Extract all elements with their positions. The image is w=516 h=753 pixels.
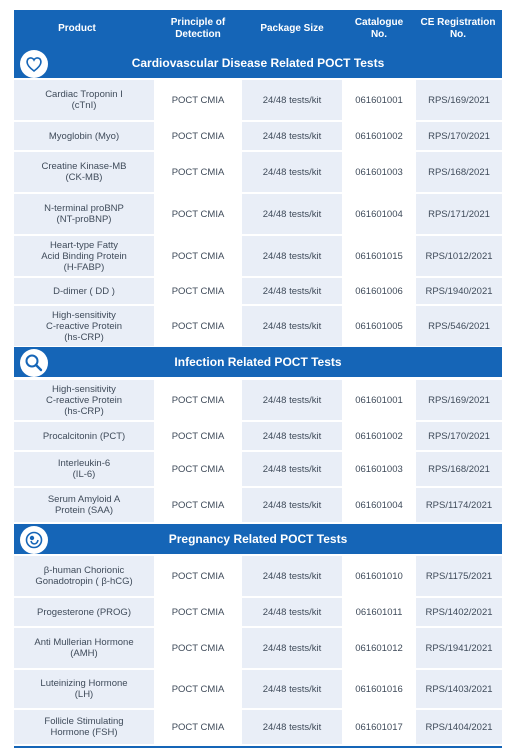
- pregnancy-icon: [20, 526, 48, 554]
- detection-principle: POCT CMIA: [155, 422, 241, 450]
- table-row: [14, 236, 502, 276]
- package-size: 24/48 tests/kit: [242, 452, 342, 486]
- catalogue-no: 061601002: [343, 122, 415, 150]
- table-row: [14, 710, 502, 744]
- table-row: [14, 306, 502, 346]
- package-size: 24/48 tests/kit: [242, 80, 342, 120]
- table-row: [14, 488, 502, 522]
- product-name: Follicle Stimulating Hormone (FSH): [14, 710, 154, 744]
- table-row: [14, 598, 502, 626]
- ce-registration-no: RPS/169/2021: [416, 380, 502, 420]
- ce-registration-no: RPS/1941/2021: [416, 628, 502, 668]
- section-title: Pregnancy Related POCT Tests: [168, 532, 348, 546]
- package-size: 24/48 tests/kit: [242, 670, 342, 708]
- catalogue-no: 061601004: [343, 194, 415, 234]
- ce-registration-no: RPS/170/2021: [416, 122, 502, 150]
- package-size: 24/48 tests/kit: [242, 380, 342, 420]
- table-row: [14, 452, 502, 486]
- package-size: 24/48 tests/kit: [242, 628, 342, 668]
- package-size: 24/48 tests/kit: [242, 710, 342, 744]
- package-size: 24/48 tests/kit: [242, 598, 342, 626]
- catalogue-no: 061601011: [343, 598, 415, 626]
- ce-registration-no: RPS/1940/2021: [416, 278, 502, 304]
- table-row: [14, 670, 502, 708]
- catalogue-no: 061601005: [343, 306, 415, 346]
- ce-registration-no: RPS/1012/2021: [416, 236, 502, 276]
- detection-principle: POCT CMIA: [155, 710, 241, 744]
- detection-principle: POCT CMIA: [155, 556, 241, 596]
- section-title: Infection Related POCT Tests: [174, 355, 342, 369]
- catalogue-no: 061601017: [343, 710, 415, 744]
- package-size: 24/48 tests/kit: [242, 122, 342, 150]
- product-name: High-sensitivity C-reactive Protein (hs-CRP): [14, 306, 154, 346]
- detection-principle: POCT CMIA: [155, 598, 241, 626]
- table-row: [14, 152, 502, 192]
- catalogue-no: 061601003: [343, 452, 415, 486]
- catalogue-no: 061601002: [343, 422, 415, 450]
- table-bottom-border: [14, 746, 502, 748]
- catalogue-no: 061601012: [343, 628, 415, 668]
- product-name: N-terminal proBNP (NT-proBNP): [14, 194, 154, 234]
- package-size: 24/48 tests/kit: [242, 488, 342, 522]
- detection-principle: POCT CMIA: [155, 452, 241, 486]
- detection-principle: POCT CMIA: [155, 306, 241, 346]
- table-row: [14, 194, 502, 234]
- ce-registration-no: RPS/170/2021: [416, 422, 502, 450]
- product-name: Anti Mullerian Hormone (AMH): [14, 628, 154, 668]
- catalogue-no: 061601003: [343, 152, 415, 192]
- detection-principle: POCT CMIA: [155, 80, 241, 120]
- product-name: D-dimer ( DD ): [14, 278, 154, 304]
- table-row: [14, 380, 502, 420]
- package-size: 24/48 tests/kit: [242, 306, 342, 346]
- package-size: 24/48 tests/kit: [242, 236, 342, 276]
- package-size: 24/48 tests/kit: [242, 422, 342, 450]
- product-name: Interleukin-6 (IL-6): [14, 452, 154, 486]
- section-header: [14, 524, 502, 554]
- section-header: [14, 48, 502, 78]
- catalogue-no: 061601015: [343, 236, 415, 276]
- ce-registration-no: RPS/1174/2021: [416, 488, 502, 522]
- product-name: β-human Chorionic Gonadotropin ( β-hCG): [14, 556, 154, 596]
- product-name: Cardiac Troponin I (cTnI): [14, 80, 154, 120]
- table-row: [14, 278, 502, 304]
- product-name: Progesterone (PROG): [14, 598, 154, 626]
- product-name: Luteinizing Hormone (LH): [14, 670, 154, 708]
- catalogue-no: 061601010: [343, 556, 415, 596]
- product-name: High-sensitivity C-reactive Protein (hs-CRP): [14, 380, 154, 420]
- detection-principle: POCT CMIA: [155, 380, 241, 420]
- detection-principle: POCT CMIA: [155, 236, 241, 276]
- magnifier-icon: [20, 349, 48, 377]
- ce-registration-no: RPS/1403/2021: [416, 670, 502, 708]
- header-product: Product: [58, 23, 96, 34]
- catalogue-no: 061601006: [343, 278, 415, 304]
- product-name: Creatine Kinase-MB (CK-MB): [14, 152, 154, 192]
- ce-registration-no: RPS/1404/2021: [416, 710, 502, 744]
- table-row: [14, 556, 502, 596]
- detection-principle: POCT CMIA: [155, 488, 241, 522]
- section-title: Cardiovascular Disease Related POCT Tests: [131, 56, 385, 70]
- detection-principle: POCT CMIA: [155, 278, 241, 304]
- product-name: Procalcitonin (PCT): [14, 422, 154, 450]
- ce-registration-no: RPS/1175/2021: [416, 556, 502, 596]
- detection-principle: POCT CMIA: [155, 670, 241, 708]
- table-row: [14, 80, 502, 120]
- detection-principle: POCT CMIA: [155, 122, 241, 150]
- ce-registration-no: RPS/546/2021: [416, 306, 502, 346]
- product-name: Heart-type Fatty Acid Binding Protein (H-FABP): [14, 236, 154, 276]
- table-row: [14, 122, 502, 150]
- ce-registration-no: RPS/169/2021: [416, 80, 502, 120]
- catalogue-no: 061601004: [343, 488, 415, 522]
- package-size: 24/48 tests/kit: [242, 152, 342, 192]
- package-size: 24/48 tests/kit: [242, 194, 342, 234]
- package-size: 24/48 tests/kit: [242, 278, 342, 304]
- ce-registration-no: RPS/1402/2021: [416, 598, 502, 626]
- product-name: Serum Amyloid A Protein (SAA): [14, 488, 154, 522]
- ce-registration-no: RPS/168/2021: [416, 452, 502, 486]
- catalogue-no: 061601016: [343, 670, 415, 708]
- detection-principle: POCT CMIA: [155, 628, 241, 668]
- header-principle: Principle of Detection: [170, 17, 226, 40]
- catalogue-no: 061601001: [343, 80, 415, 120]
- section-header: [14, 347, 502, 377]
- header-ce-registration: CE Registration No.: [420, 17, 496, 40]
- package-size: 24/48 tests/kit: [242, 556, 342, 596]
- header-package: Package Size: [260, 23, 324, 34]
- table-row: [14, 628, 502, 668]
- product-name: Myoglobin (Myo): [14, 122, 154, 150]
- ce-registration-no: RPS/168/2021: [416, 152, 502, 192]
- table-header: [14, 10, 502, 48]
- table-row: [14, 422, 502, 450]
- heart-icon: [20, 50, 48, 78]
- detection-principle: POCT CMIA: [155, 152, 241, 192]
- ce-registration-no: RPS/171/2021: [416, 194, 502, 234]
- header-catalogue: Catalogue No.: [354, 17, 404, 40]
- catalogue-no: 061601001: [343, 380, 415, 420]
- detection-principle: POCT CMIA: [155, 194, 241, 234]
